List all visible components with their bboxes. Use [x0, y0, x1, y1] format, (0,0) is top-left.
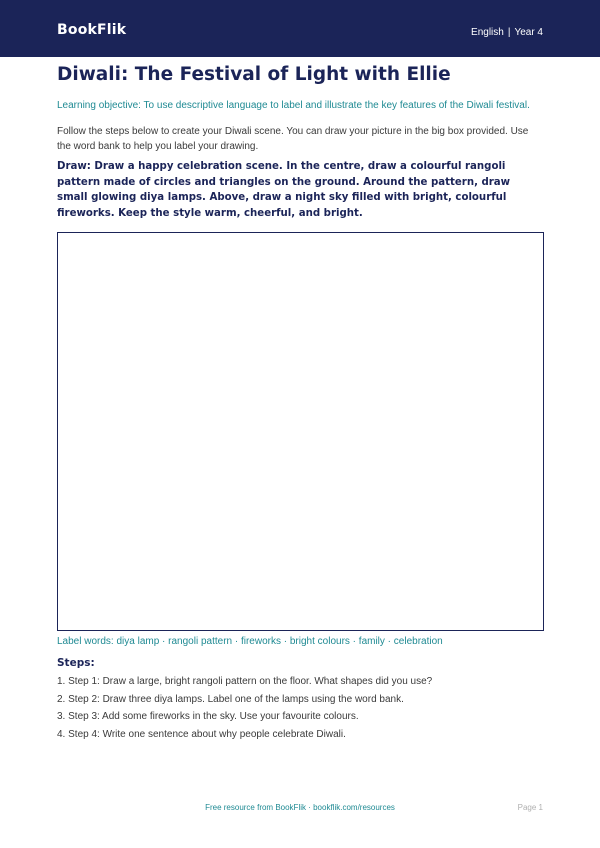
step-item: 1. Step 1: Draw a large, bright rangoli pattern on the floor. What shapes did you use?	[57, 676, 433, 687]
page-header	[0, 0, 600, 57]
step-item: 3. Step 3: Add some fireworks in the sky. Use your favourite colours.	[57, 711, 359, 722]
step-item: 4. Step 4: Write one sentence about why people celebrate Diwali.	[57, 728, 346, 740]
subject-label: English	[471, 27, 504, 38]
steps-heading: Steps:	[57, 657, 95, 669]
steps-list	[57, 676, 432, 746]
page-title: Diwali: The Festival of Light with Ellie	[57, 64, 451, 85]
learning-objective: Learning objective: To use descriptive language to label and illustrate the key features of the Diwali festival.	[57, 100, 530, 111]
subject-meta	[471, 27, 543, 38]
year-label: Year 4	[514, 27, 543, 38]
drawing-area[interactable]	[57, 232, 544, 631]
footer-credit[interactable]: Free resource from BookFlik · bookflik.com/resources	[205, 803, 395, 812]
page-number: Page 1	[517, 803, 543, 812]
brand-logo[interactable]: BookFlik	[57, 22, 127, 38]
step-item: 2. Step 2: Draw three diya lamps. Label one of the lamps using the word bank.	[57, 693, 404, 705]
word-bank: Label words: diya lamp · rangoli pattern · fireworks · bright colours · family · celebration	[57, 636, 443, 647]
meta-separator: |	[507, 27, 511, 38]
intro-text: Follow the steps below to create your Diwali scene. You can draw your picture in the big box provided. Use the word bank to help you label your drawing.	[57, 126, 529, 152]
draw-instruction: Draw: Draw a happy celebration scene. In the centre, draw a colourful rangoli pattern made of circles and triangles on the ground. Around the pattern, draw small glowing diya lamps. Above, draw a night sky filled with bright, colourful fireworks. Keep the style warm, cheerful, and bright.	[57, 161, 511, 219]
